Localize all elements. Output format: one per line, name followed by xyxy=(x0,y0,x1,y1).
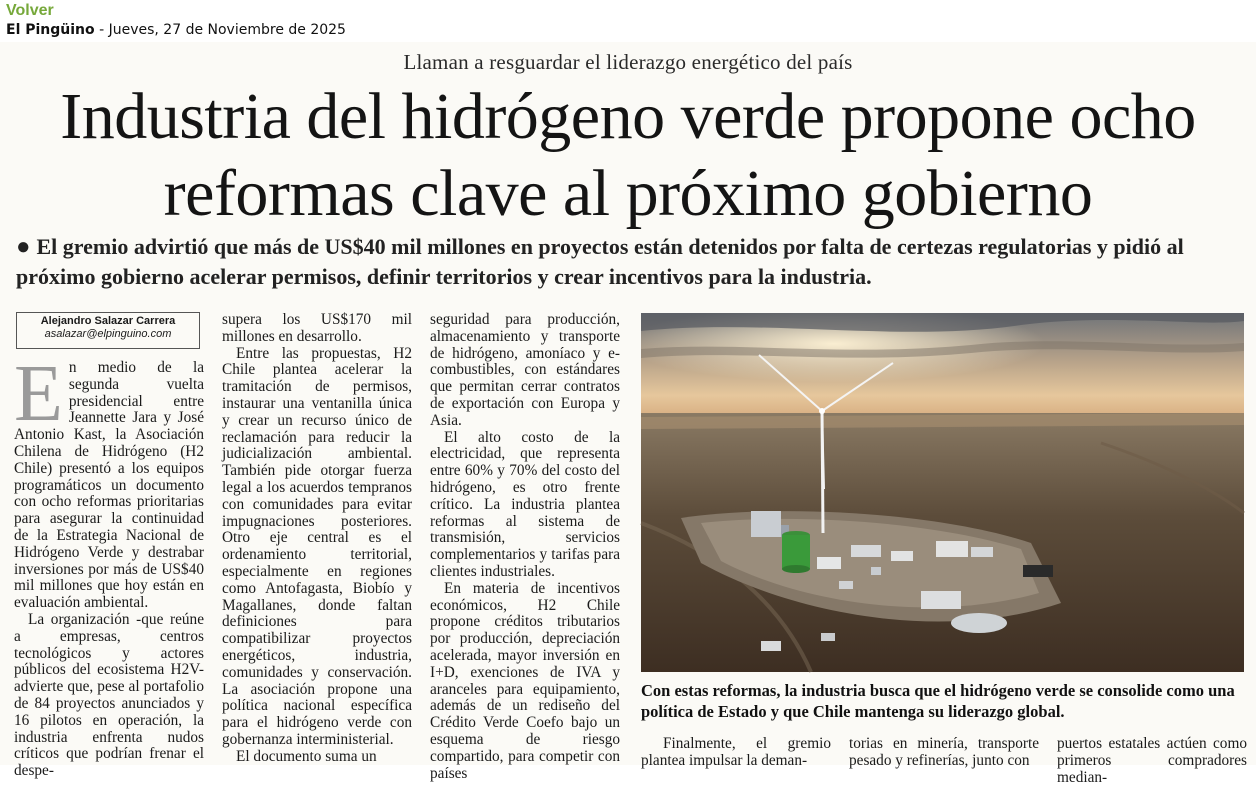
byline-author: Alejandro Salazar Carrera xyxy=(40,315,176,327)
article-column-2 xyxy=(222,312,412,765)
paragraph: El alto costo de la electricidad, que representa entre 60% y 70% del costo del hidrógeno, es otro frente crítico. La industria plantea reformas al sistema de transmisión, servicios complementarios y tarifas para clientes industriales. xyxy=(430,428,620,580)
publication-name: El Pingüino xyxy=(6,22,95,38)
article-deck xyxy=(16,232,1246,292)
back-link[interactable]: Volver xyxy=(6,2,54,19)
newspaper-clipping xyxy=(0,42,1256,786)
paragraph xyxy=(14,350,204,612)
publication-date: Jueves, 27 de Noviembre de 2025 xyxy=(108,22,346,38)
paragraph: La organización -que reúne a empresas, centros tecnológicos y actores públicos del ecosistema H2V- advierte que, pese al portafolio de 84 proyectos anunciados y 16 pilotos en operación, la industria enfrenta nudos críticos que podrían frenar el despe- xyxy=(14,610,204,780)
bottom-column-3 xyxy=(1057,735,1247,786)
bullet-icon: ● xyxy=(16,234,31,260)
paragraph: torias en minería, transporte pesado y refinerías, junto con xyxy=(849,735,1039,769)
byline-box xyxy=(16,312,200,349)
paragraph: El documento suma un xyxy=(236,747,377,765)
article-column-1 xyxy=(14,350,204,780)
paragraph: Entre las propuestas, H2 Chile plantea acelerar la tramitación de permisos, instaurar una ventanilla única y crear un recurso único de reclamación para reducir la judicialización ambiental. También pide otorgar fuerza legal a los acuerdos tempranos con comunidades para evitar impugnaciones posteriores. Otro eje central es el ordenamiento territorial, especialmente en regiones como Antofagasta, Biobío y Magallanes, donde faltan definiciones para compatibilizar proyectos energéticos, industria, comunidades y conservación. La asociación propone una política nacional específica para el hidrógeno verde con gobernanza interministerial. xyxy=(222,344,412,748)
article-deck-text: El gremio advirtió que más de US$40 mil millones en proyectos están detenidos por falta de certezas regulatorias y pidió al próximo gobierno acelerar permisos, definir territorios y crear incentivos para la industria. xyxy=(16,234,1184,289)
top-bar xyxy=(0,0,1256,42)
publication-line xyxy=(6,22,346,38)
article-column-3 xyxy=(430,311,620,782)
bottom-column-1 xyxy=(641,735,831,769)
byline-email: asalazar@elpinguino.com xyxy=(44,328,172,340)
paragraph: puertos estatales actúen como primeros compradores median- xyxy=(1057,735,1247,786)
drop-cap: E xyxy=(14,350,63,438)
article-headline: Industria del hidrógeno verde propone ocho reformas clave al próximo gobierno xyxy=(60,80,1196,230)
publication-separator: - xyxy=(94,22,109,38)
paragraph-text: n medio de la segunda vuelta presidencial entre Jeannette Jara y José Antonio Kast, la Asociación Chilena de Hidrógeno (H2 Chile) presentó a los equipos programáticos un documento con ocho reformas prioritarias para asegurar la continuidad de la Estrategia Nacional de Hidrógeno Verde y destrabar inversiones por más de US$40 mil millones que hoy están en evaluación ambiental. xyxy=(14,359,204,612)
bottom-column-2 xyxy=(849,735,1039,769)
paragraph: seguridad para producción, almacenamiento y transporte de hidrógeno, amoníaco y e-combustibles, con estándares que permitan cerrar contratos de exportación con Europa y Asia. xyxy=(430,311,620,429)
paragraph: Finalmente, el gremio plantea impulsar la deman- xyxy=(641,735,831,769)
paragraph: supera los US$170 mil millones en desarrollo. xyxy=(222,311,412,345)
photo-caption: Con estas reformas, la industria busca que el hidrógeno verde se consolide como una política de Estado y que Chile mantenga su liderazgo global. xyxy=(641,681,1235,721)
article-photo xyxy=(641,313,1244,672)
article-kicker: Llaman a resguardar el liderazgo energético del país xyxy=(403,50,853,74)
paragraph: En materia de incentivos económicos, H2 Chile propone créditos tributarios por producción, depreciación acelerada, mayor inversión en I+D, exenciones de IVA y aranceles para equipamiento, además de un rediseño del Crédito Verde Coefo bajo un esquema de riesgo compartido, para competir con países xyxy=(430,579,620,782)
